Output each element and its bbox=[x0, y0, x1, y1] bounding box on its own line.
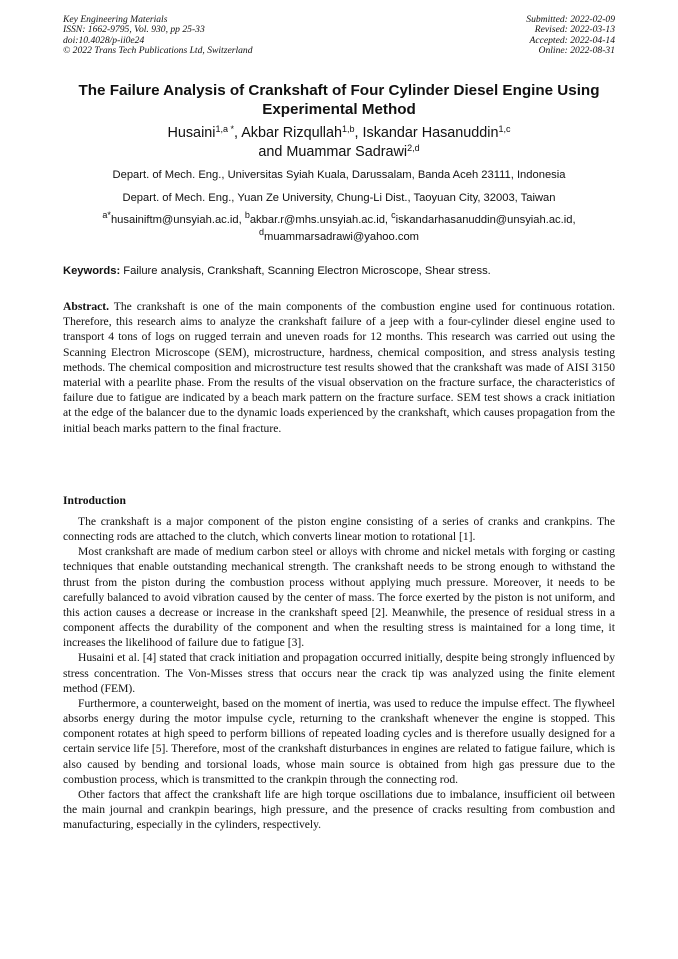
email-address: husainiftm@unsyiah.ac.id, bbox=[110, 214, 245, 226]
email-address: muammarsadrawi@yahoo.com bbox=[264, 231, 419, 243]
paper-title bbox=[50, 82, 628, 119]
email-mark: c bbox=[391, 210, 396, 221]
abstract-text: The crankshaft is one of the main components of the combustion engine used for continuous rotation. Therefore, this research aims to analyze the crankshaft failure of a jeep with a four-cylinder diesel engine used to transport 4 tons of logs on rugged terrain and uneven roads for 12 months. This research was carried out using the Scanning Electron Microscope (SEM), microstructure, hardness, chemical composition, and stress analysis testing methods. The chemical composition and microstructure test results showed that the crankshaft was made of AISI 3150 material with a pearlite phase. From the results of the visual observation on the fracture surface, the characteristics of failure due to fatigue are indicated by a beach mark pattern on the fracture surface. SEM test shows a crack initiation at the edge of the balancer due to the dynamic loads experienced by the crankshaft, which causes propagation from the initial beach marks pattern to the final fracture. bbox=[63, 300, 615, 435]
authors-line-2 bbox=[50, 143, 628, 162]
introduction-body bbox=[63, 514, 615, 832]
journal-header bbox=[63, 15, 363, 57]
submission-dates bbox=[415, 15, 615, 57]
email-mark: a* bbox=[102, 210, 111, 221]
introduction-heading: Introduction bbox=[63, 494, 126, 507]
journal-name: Key Engineering Materials bbox=[63, 14, 168, 25]
journal-copyright: © 2022 Trans Tech Publications Ltd, Switzerland bbox=[63, 45, 253, 57]
author-list bbox=[50, 124, 628, 161]
title-line-1: The Failure Analysis of Crankshaft of Four Cylinder Diesel Engine Using bbox=[78, 82, 600, 99]
author-separator: , bbox=[233, 125, 242, 141]
author-affiliation-mark: 2,d bbox=[407, 142, 420, 153]
keywords-label: Keywords: bbox=[63, 265, 121, 277]
title-line-2: Experimental Method bbox=[262, 100, 416, 118]
keywords-text: Failure analysis, Crankshaft, Scanning Electron Microscope, Shear stress. bbox=[120, 265, 491, 277]
authors-line-1 bbox=[50, 124, 628, 143]
author-conjunction: and bbox=[258, 143, 287, 160]
online-date: Online: 2022-08-31 bbox=[538, 45, 615, 57]
revised-date: Revised: 2022-03-13 bbox=[534, 24, 615, 36]
journal-doi: doi:10.4028/p-ii0e24 bbox=[63, 34, 145, 46]
abstract-label: Abstract. bbox=[63, 300, 110, 313]
author-separator: , bbox=[354, 125, 363, 141]
submitted-date: Submitted: 2022-02-09 bbox=[526, 14, 615, 25]
author-name: Akbar Rizqullah bbox=[241, 125, 342, 141]
email-mark: d bbox=[259, 227, 265, 238]
paragraph: Most crankshaft are made of medium carbon steel or alloys with chrome and nickel metals with forging or casting techniques that enable outstanding mechanical strength. The crankshaft needs to be strong enough to withstand the thrust from the piston during the combustion process without applying much pressure. Moreover, it needs to be carefully balanced to avoid vibration caused by the center of mass. The force exerted by the piston is not uniform, and this action causes a decrease or increase in the crankshaft speed [2]. Meanwhile, the presence of residual stress in a component affects the durability of the component and when the resulting stress is maintained for a long time, it increases the likelihood of failure due to fatigue [3]. bbox=[63, 545, 615, 650]
author-affiliation-mark: 1,a * bbox=[215, 124, 234, 135]
accepted-date: Accepted: 2022-04-14 bbox=[529, 34, 615, 46]
author-name: Husaini bbox=[167, 125, 216, 141]
email-address: akbar.r@mhs.unsyiah.ac.id, bbox=[249, 214, 392, 226]
emails-line-1 bbox=[40, 212, 638, 229]
email-mark: b bbox=[244, 210, 250, 221]
emails-line-2 bbox=[40, 229, 638, 246]
author-name: Iskandar Hasanuddin bbox=[362, 125, 499, 141]
author-affiliation-mark: 1,b bbox=[341, 124, 355, 135]
author-name: Muammar Sadrawi bbox=[286, 143, 408, 160]
affiliation-1: Depart. of Mech. Eng., Universitas Syiah Kuala, Darussalam, Banda Aceh 23111, Indonesia bbox=[112, 169, 566, 181]
paragraph: Husaini et al. [4] stated that crack initiation and propagation occurred initially, despite being strongly influenced by stress concentration. The Von-Misses stress that occurs near the crack tip was analyzed using the finite element method (FEM). bbox=[63, 651, 615, 695]
author-emails bbox=[40, 212, 638, 246]
paragraph: The crankshaft is a major component of the piston engine consisting of a series of cranks and crankpins. The connecting rods are attached to the clutch, which converts linear motion to rotational [1]. bbox=[63, 515, 615, 544]
paragraph: Furthermore, a counterweight, based on the moment of inertia, was used to reduce the impulse effect. The flywheel absorbs energy during the motor impulse cycle, returning to the crankshaft whenever the engine is stopped. This component rotates at high speed to perform billions of repeated loading cycles and is therefore usually designed for a certain service life [5]. Therefore, most of the crankshaft disturbances in engines are related to fatigue failure, which is also caused by bending and torsional loads, whose main source is obtained from high gas pressure due to the combustion process, which is transmitted to the crankpin through the connecting rod. bbox=[63, 696, 615, 786]
email-address: iskandarhasanuddin@unsyiah.ac.id, bbox=[395, 214, 576, 226]
affiliation-2: Depart. of Mech. Eng., Yuan Ze University, Chung-Li Dist., Taoyuan City, 32003, Taiwan bbox=[122, 192, 556, 204]
keywords bbox=[63, 264, 615, 278]
author-affiliation-mark: 1,c bbox=[498, 124, 511, 135]
journal-issn: ISSN: 1662-9795, Vol. 930, pp 25-33 bbox=[63, 24, 205, 36]
abstract bbox=[63, 299, 615, 436]
paragraph: Other factors that affect the crankshaft life are high torque oscillations due to imbalance, insufficient oil between the main journal and crankpin bearings, high pressure, and the presence of cracks resulting from combustion and manufacturing, especially in the cylinders, respectively. bbox=[63, 787, 615, 832]
